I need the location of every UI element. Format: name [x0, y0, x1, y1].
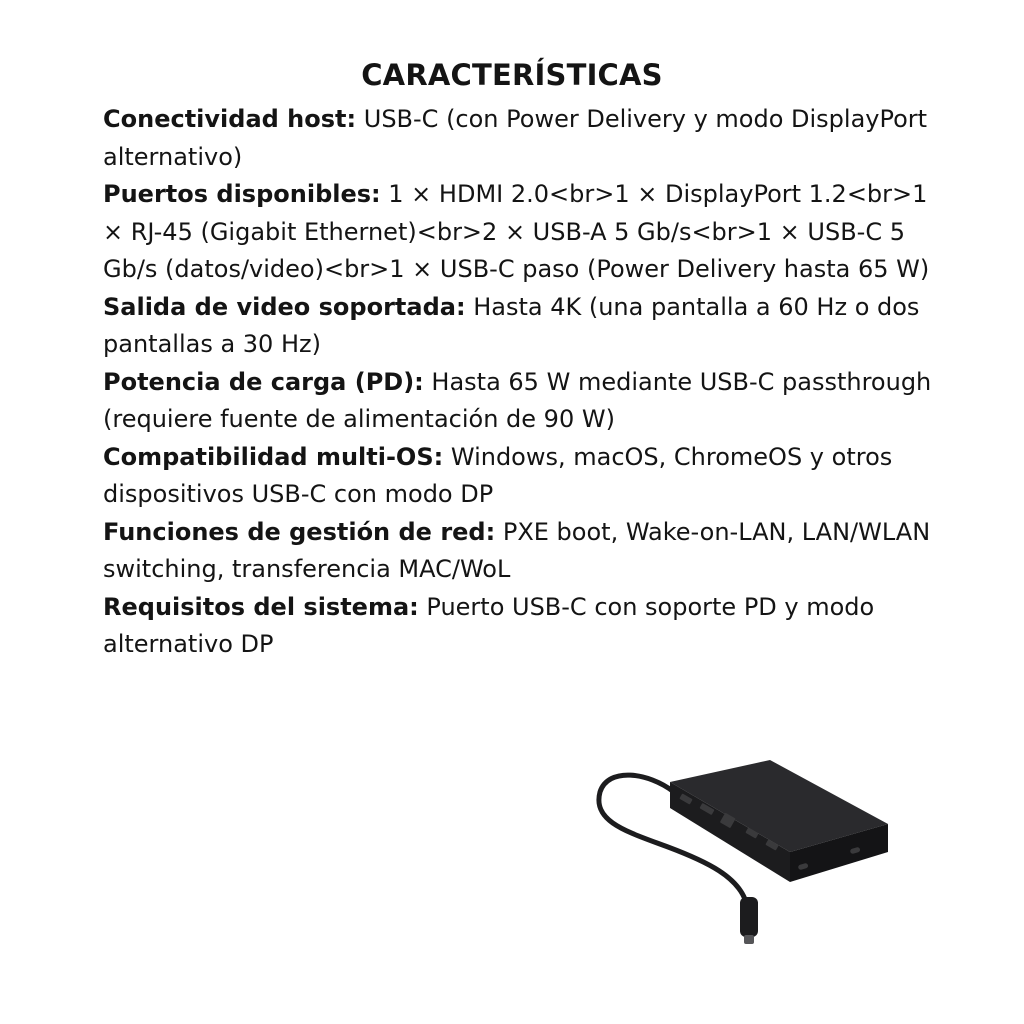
- spec-item-charging-power: [103, 364, 933, 439]
- spec-value: 1 × HDMI 2.0<br>1 × DisplayPort 1.2<br>1 × RJ-45 (Gigabit Ethernet)<br>2 × USB-A 5 Gb/s<br>1 × USB-C 5 Gb/s (datos/video)<br>1 × USB-C paso (Power Delivery hasta 65 W): [103, 180, 930, 283]
- spec-label: Funciones de gestión de red:: [103, 517, 496, 546]
- usb-c-plug: [740, 897, 758, 937]
- spec-value: Hasta 4K (una pantalla a 60 Hz o dos pantallas a 30 Hz): [103, 292, 920, 358]
- spec-item-ports: [103, 176, 933, 289]
- spec-list: [103, 101, 933, 664]
- spec-label: Conectividad host:: [103, 105, 357, 133]
- spec-value: Windows, macOS, ChromeOS y otros dispositivos USB-C con modo DP: [103, 442, 893, 508]
- spec-value: Puerto USB-C con soporte PD y modo alternativo DP: [103, 592, 875, 658]
- spec-label: Potencia de carga (PD):: [103, 367, 424, 396]
- spec-label: Puertos disponibles:: [103, 180, 381, 208]
- usb-c-hub-image: [588, 752, 898, 952]
- spec-item-system-requirements: [103, 589, 933, 664]
- spec-item-network-features: [103, 514, 933, 589]
- spec-item-video-output: [103, 289, 933, 364]
- spec-item-os-compatibility: [103, 439, 933, 514]
- usb-c-plug-tip: [744, 935, 754, 944]
- spec-item-host-connectivity: [103, 101, 933, 176]
- spec-label: Salida de video soportada:: [103, 292, 466, 321]
- spec-label: Compatibilidad multi-OS:: [103, 442, 444, 471]
- spec-label: Requisitos del sistema:: [103, 592, 419, 621]
- page-title: CARACTERÍSTICAS: [361, 58, 663, 92]
- spec-value: Hasta 65 W mediante USB-C passthrough (requiere fuente de alimentación de 90 W): [103, 367, 932, 433]
- spec-value: PXE boot, Wake-on-LAN, LAN/WLAN switching, transferencia MAC/WoL: [103, 517, 931, 583]
- spec-value: USB-C (con Power Delivery y modo DisplayPort alternativo): [103, 105, 928, 171]
